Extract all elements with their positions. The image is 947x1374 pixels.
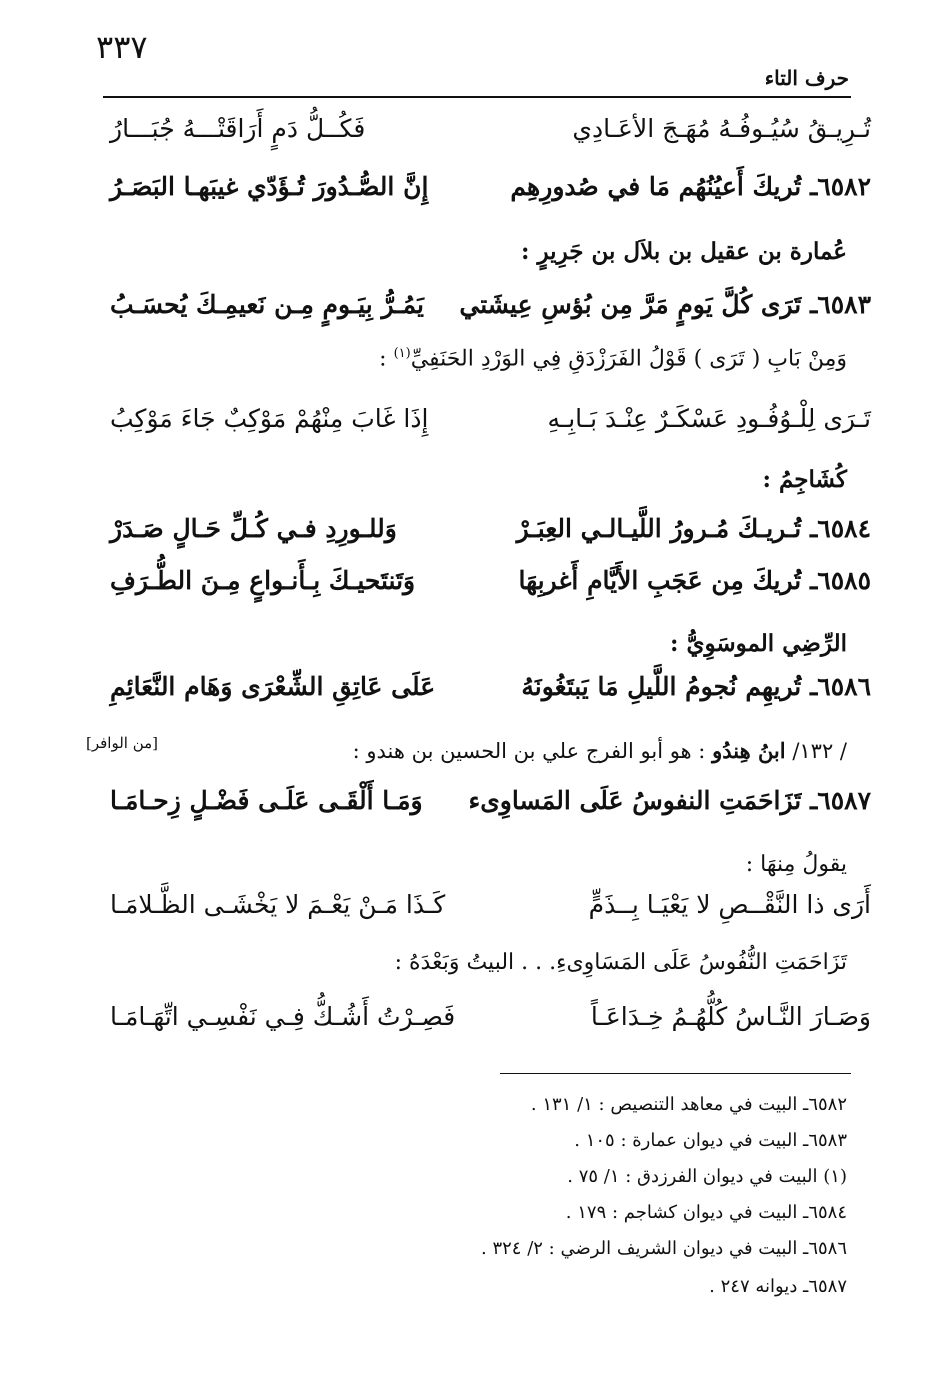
- bio-number: / ١٣٢/: [792, 739, 847, 763]
- verse-hemistich-second: وَتَنتَحيـكَ بِـأَنـواعٍ مِـنَ الطُّـرَفِ: [110, 566, 416, 595]
- poet-name: ابنُ هِندُو: [712, 738, 786, 763]
- verse-hemistich-second: فَصِـرْتُ أَشُـكُّ فِـي نَفْسِـي اتِّهَـامَـا: [110, 1002, 456, 1031]
- running-title: حرف التاء: [764, 66, 849, 90]
- verse-6585: [110, 566, 871, 616]
- verse-hemistich-first: ٦٥٨٦ـ تُريهِم نُجومُ اللَّيلِ مَا يَبتَغُونَهُ: [521, 672, 871, 701]
- verse-hemistich-first: ٦٥٨٤ـ تُـريـكَ مُـرورُ اللَّيـالـي العِبَـرْ: [516, 514, 871, 543]
- poet-bio-line: [353, 738, 847, 763]
- verse-hemistich-second: يَمُـرُّ بِيَـومٍ مِـن نَعيمِـكَ يُحسَـبُ: [110, 290, 424, 319]
- verse-hemistich-first: ٦٥٨٥ـ تُريكَ مِن عَجَبِ الأَيَّامِ أَغربِهَا: [518, 566, 871, 595]
- footnote: ٦٥٨٤ـ البيت في ديوان كشاجم : ١٧٩ .: [565, 1202, 847, 1223]
- poet-name: عُمارة بن عقيل بن بلاَل بن جَرِيرٍ :: [520, 238, 847, 265]
- bio-text: : هو أبو الفرج علي بن الحسين بن هندو :: [352, 739, 713, 763]
- verse-6582: [110, 172, 871, 222]
- verse-6583: [110, 290, 871, 340]
- verse-quote-1: [110, 890, 871, 940]
- footnote: ٦٥٨٢ـ البيت في معاهد التنصيص : ١/ ١٣١ .: [530, 1094, 847, 1115]
- verse-quote-2: [110, 1002, 871, 1052]
- verse-hemistich-second: عَلَى عَاتِقِ الشِّعْرَى وَهَام النَّعَائِمِ: [110, 672, 436, 701]
- verse-hemistich-second: وَمَـا أَلْقَـى عَلَـى فَضْـلٍ زِحـامَـا: [110, 786, 423, 815]
- prose-line: تَزَاحَمَتِ النُّفُوسُ عَلَى المَسَاوِىءِ. . . البيتُ وَبَعْدَهُ :: [394, 950, 847, 975]
- verse-6584: [110, 514, 871, 564]
- poet-name: كُشَاجِمُ :: [762, 466, 847, 493]
- verse-hemistich-second: فَكُــلُّ دَمٍ أَرَاقَتْـــهُ جُبَـــارُ: [110, 114, 366, 143]
- prose-text: وَمِنْ بَابِ ( تَرَى ) قَوْلُ الفَرَزْدَقِ فِي الوَرْدِ الحَنَفِيِّ: [410, 346, 847, 372]
- prose-line: يقولُ مِنهَا :: [745, 852, 847, 877]
- verse-hemistich-first: ٦٥٨٧ـ تَزَاحَمَتِ النفوسُ عَلَى المَساوِىء: [468, 786, 871, 815]
- verse-hemistich-second: وَللـورِدِ فـي كُـلِّ حَـالٍ صَـدَرْ: [110, 514, 397, 543]
- footnote-marker: (١): [393, 346, 411, 361]
- prose-colon: :: [379, 346, 394, 372]
- meter-label: [من الوافر]: [86, 734, 159, 752]
- verse-hemistich-first: تُـرِيـقُ سُيُـوفُـهُ مُهَـجَ الأعَـادِي: [572, 114, 871, 143]
- page-number: ٣٣٧: [96, 28, 148, 66]
- footnote: ٦٥٨٧ـ ديوانه ٢٤٧ .: [709, 1276, 847, 1297]
- footnote: ٦٥٨٣ـ البيت في ديوان عمارة : ١٠٥ .: [574, 1130, 847, 1151]
- footnote-rule: [500, 1073, 851, 1074]
- verse-hemistich-first: ٦٥٨٢ـ تُريكَ أَعيُنُهُم مَا في صُدورِهِم: [510, 172, 871, 201]
- verse-hemistich-second: إِنَّ الصُّـدُورَ تُـؤَدّي غيبَهـا البَصَـرُ: [110, 172, 429, 201]
- verse-farazdaq: [110, 404, 871, 454]
- verse-hemistich-first: أَرَى ذا النَّقْــصِ لا يَعْيَـا بِــذَمٍّ: [588, 890, 871, 919]
- verse-hemistich-first: ٦٥٨٣ـ تَرَى كُلَّ يَومٍ مَرَّ مِن بُؤسِ عِيشَتي: [459, 290, 871, 319]
- footnote: ٦٥٨٦ـ البيت في ديوان الشريف الرضي : ٢/ ٣٢٤ .: [481, 1238, 847, 1259]
- poet-name: الرِّضِي الموسَوِيُّ :: [669, 630, 847, 657]
- prose-line: [379, 346, 847, 371]
- verse-hemistich-second: إِذَا غَابَ مِنْهُمْ مَوْكِبٌ جَاءَ مَوْكِبُ: [110, 404, 429, 433]
- verse-6587: [110, 786, 871, 836]
- verse-hemistich-second: كَـذَا مَـنْ يَعْـمَ لا يَخْشَـى الظَّـلامَـا: [110, 890, 446, 919]
- verse-6586: [110, 672, 871, 722]
- verse-1: [110, 114, 871, 164]
- footnote: (١) البيت في ديوان الفرزدق : ١/ ٧٥ .: [567, 1166, 847, 1187]
- header-rule: [103, 96, 851, 98]
- verse-hemistich-first: وَصَـارَ النَّـاسُ كُلُّهُـمُ خِـدَاعَـاً: [590, 1002, 871, 1031]
- verse-hemistich-first: تَـرَى لِلْـوُفُـودِ عَسْكَـرٌ عِنْـدَ بَـابِـهِ: [547, 404, 871, 433]
